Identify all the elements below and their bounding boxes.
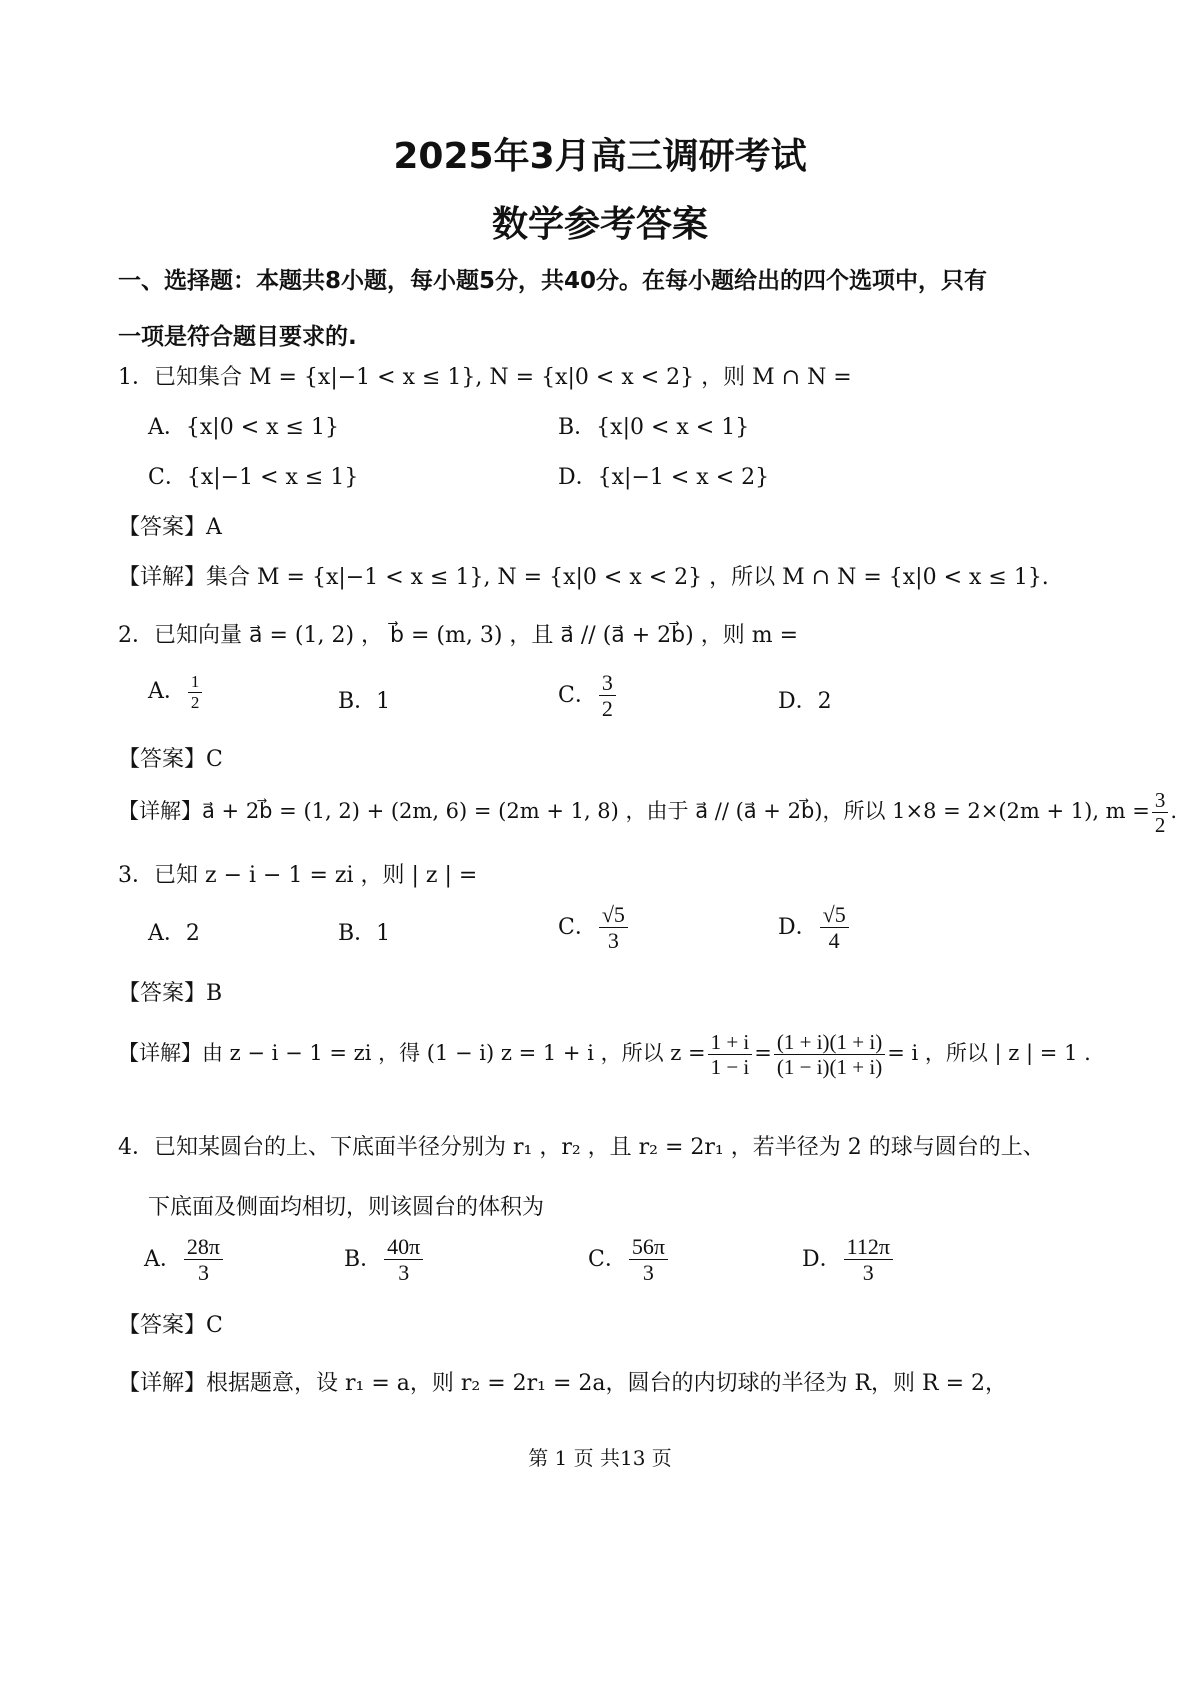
fraction	[384, 1234, 423, 1286]
question-1-option-a: A．{x|0 < x ≤ 1}	[148, 415, 339, 440]
denominator: 3	[607, 928, 619, 954]
question-2-stem: 2．已知向量 a⃗ = (1, 2) ， b⃗ = (m, 3) ，且 a⃗ // (a⃗ + 2b⃗) ，则 m =	[118, 623, 799, 648]
fraction	[774, 1030, 885, 1079]
page-footer: 第 1 页 共13 页	[528, 1446, 672, 1470]
detail-end: .	[1170, 799, 1178, 824]
option-letter: D．	[778, 914, 818, 940]
option-letter: A．	[148, 679, 186, 705]
detail-label: 【详解】	[118, 565, 207, 590]
question-4-answer	[118, 1308, 223, 1339]
answer-label: 【答案】	[118, 1313, 207, 1338]
answer-label: 【答案】	[118, 515, 207, 540]
question-3-stem: 3．已知 z − i − 1 = zi ，则 | z | =	[118, 863, 478, 888]
detail-label: 【详解】	[118, 799, 202, 824]
detail-text: 集合 M = {x|−1 < x ≤ 1}, N = {x|0 < x < 2} ，所以 M ∩ N = {x|0 < x ≤ 1}.	[206, 565, 1049, 590]
question-3-detail	[118, 1030, 1091, 1079]
numerator: 3	[1152, 788, 1169, 813]
numerator: 28π	[184, 1234, 223, 1260]
numerator: 3	[599, 670, 616, 696]
question-4-option-a	[144, 1234, 225, 1286]
question-1-option-c: C．{x|−1 < x ≤ 1}	[148, 465, 359, 490]
question-1-answer	[118, 510, 222, 541]
answer-value: A	[206, 515, 222, 540]
denominator: 2	[601, 696, 613, 722]
numerator: 56π	[629, 1234, 668, 1260]
equals-sign: =	[754, 1041, 772, 1066]
question-3-answer	[118, 976, 222, 1007]
question-4-option-d	[802, 1234, 895, 1286]
denominator: 2	[190, 692, 200, 712]
answer-value: C	[206, 1313, 223, 1338]
detail-label: 【详解】	[118, 1041, 202, 1066]
detail-end: = i ，所以 | z | = 1 .	[887, 1041, 1091, 1066]
answer-value: B	[206, 981, 223, 1006]
page-subtitle: 数学参考答案	[491, 204, 708, 245]
question-2-option-d: D．2	[778, 689, 832, 714]
answer-value: C	[206, 747, 223, 772]
fraction	[629, 1234, 668, 1286]
numerator: √5	[820, 902, 849, 928]
numerator: 40π	[384, 1234, 423, 1260]
numerator: 1 + i	[708, 1030, 753, 1055]
detail-text: 根据题意，设 r₁ = a，则 r₂ = 2r₁ = 2a，圆台的内切球的半径为 R，则 R = 2，	[206, 1371, 1008, 1396]
denominator: 1 − i	[710, 1055, 750, 1080]
denominator: 3	[862, 1260, 874, 1286]
denominator: 3	[197, 1260, 209, 1286]
detail-text: a⃗ + 2b⃗ = (1, 2) + (2m, 6) = (2m + 1, 8) ，由于 a⃗ // (a⃗ + 2b⃗)，所以 1×8 = 2×(2m + 1), m =	[202, 799, 1150, 824]
numerator: 112π	[844, 1234, 893, 1260]
fraction	[844, 1234, 893, 1286]
option-letter: C．	[558, 914, 597, 940]
answer-label: 【答案】	[118, 981, 207, 1006]
question-4-stem-line2: 下底面及侧面均相切，则该圆台的体积为	[148, 1195, 545, 1220]
fraction	[599, 670, 616, 722]
option-letter: B．	[344, 1246, 383, 1272]
question-3-option-a: A．2	[148, 921, 200, 946]
fraction	[599, 902, 628, 954]
question-1-stem: 1．已知集合 M = {x|−1 < x ≤ 1}, N = {x|0 < x < 2} ，则 M ∩ N =	[118, 365, 852, 390]
section-heading-line1: 一、选择题：本题共8小题，每小题5分，共40分。在每小题给出的四个选项中，只有	[118, 268, 988, 294]
fraction	[188, 672, 203, 712]
question-1-detail	[118, 560, 1049, 591]
question-2-option-b: B．1	[338, 689, 391, 714]
question-2-detail	[118, 788, 1177, 837]
detail-label: 【详解】	[118, 1371, 207, 1396]
denominator: 3	[398, 1260, 410, 1286]
page-title: 2025年3月高三调研考试	[393, 136, 807, 177]
denominator: 2	[1154, 813, 1166, 838]
question-4-option-b	[344, 1234, 425, 1286]
question-2-option-a	[148, 672, 204, 712]
fraction	[184, 1234, 223, 1286]
option-letter: C．	[558, 682, 597, 708]
question-1-option-d: D．{x|−1 < x < 2}	[558, 465, 770, 490]
numerator: 1	[188, 672, 203, 693]
answer-label: 【答案】	[118, 747, 207, 772]
section-heading-line2: 一项是符合题目要求的.	[118, 324, 357, 350]
option-letter: C．	[588, 1246, 627, 1272]
fraction	[708, 1030, 753, 1079]
denominator: 3	[642, 1260, 654, 1286]
denominator: 4	[828, 928, 840, 954]
question-3-option-c	[558, 902, 630, 954]
question-1-option-b: B．{x|0 < x < 1}	[558, 415, 750, 440]
numerator: (1 + i)(1 + i)	[774, 1030, 885, 1055]
question-4-option-c	[588, 1234, 670, 1286]
denominator: (1 − i)(1 + i)	[776, 1055, 883, 1080]
numerator: √5	[599, 902, 628, 928]
option-letter: A．	[144, 1246, 182, 1272]
question-4-stem-line1: 4．已知某圆台的上、下底面半径分别为 r₁ ，r₂ ，且 r₂ = 2r₁ ，若半径为 2 的球与圆台的上、	[118, 1135, 1045, 1160]
question-3-option-d	[778, 902, 851, 954]
question-2-option-c	[558, 670, 618, 722]
option-letter: D．	[802, 1246, 842, 1272]
question-4-detail	[118, 1366, 1007, 1397]
fraction	[820, 902, 849, 954]
question-3-option-b: B．1	[338, 921, 391, 946]
detail-text: 由 z − i − 1 = zi ，得 (1 − i) z = 1 + i ，所以 z =	[202, 1041, 706, 1066]
fraction	[1152, 788, 1169, 837]
question-2-answer	[118, 742, 223, 773]
